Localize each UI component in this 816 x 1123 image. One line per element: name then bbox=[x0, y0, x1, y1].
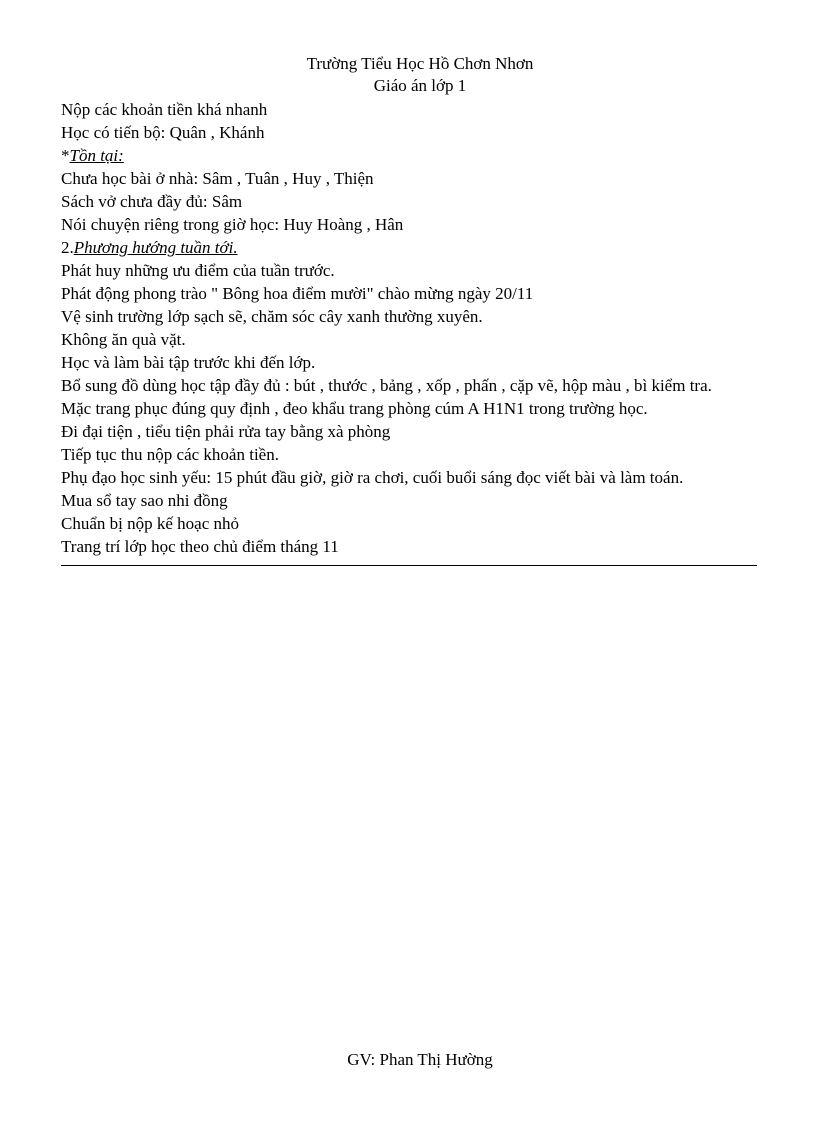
text-line: Chuẩn bị nộp kế hoạc nhỏ bbox=[61, 514, 239, 533]
text-line: Đi đại tiện , tiểu tiện phải rửa tay bằng xà phòng bbox=[61, 422, 391, 441]
text-line: Bổ sung đồ dùng học tập đầy đủ : bút , thước , bảng , xốp , phấn , cặp vẽ, hộp màu , bì kiểm tra. bbox=[61, 376, 712, 395]
section-heading-phuong-huong bbox=[61, 236, 801, 259]
text-line: Học và làm bài tập trước khi đến lớp. bbox=[61, 353, 316, 372]
heading-prefix: * bbox=[61, 146, 70, 165]
horizontal-divider bbox=[61, 565, 757, 566]
text-line: Phát huy những ưu điểm của tuần trước. bbox=[61, 261, 335, 280]
text-line: Phát động phong trào " Bông hoa điểm mười" chào mừng ngày 20/11 bbox=[61, 284, 534, 303]
text-line: Chưa học bài ở nhà: Sâm , Tuân , Huy , Thiện bbox=[61, 169, 374, 188]
text-line: Tiếp tục thu nộp các khoản tiền. bbox=[61, 445, 279, 464]
text-line: Mặc trang phục đúng quy định , đeo khẩu trang phòng cúm A H1N1 trong trường học. bbox=[61, 399, 648, 418]
text-line: Vệ sinh trường lớp sạch sẽ, chăm sóc cây xanh thường xuyên. bbox=[61, 307, 483, 326]
heading-prefix: 2. bbox=[61, 238, 74, 257]
lesson-plan-title: Giáo án lớp 1 bbox=[373, 76, 467, 95]
section-heading-ton-tai bbox=[61, 144, 801, 167]
text-line: Sách vở chưa đầy đủ: Sâm bbox=[61, 192, 243, 211]
heading-text: Phương hướng tuần tới. bbox=[73, 238, 238, 257]
text-line: Phụ đạo học sinh yếu: 15 phút đầu giờ, giờ ra chơi, cuối buổi sáng đọc viết bài và làm toán. bbox=[61, 468, 684, 487]
text-line: Mua sổ tay sao nhi đồng bbox=[61, 491, 228, 510]
teacher-signature: GV: Phan Thị Hường bbox=[347, 1050, 493, 1069]
text-line: Trang trí lớp học theo chủ điểm tháng 11 bbox=[61, 537, 339, 556]
text-line: Không ăn quà vặt. bbox=[61, 330, 186, 349]
heading-text: Tồn tại: bbox=[69, 146, 124, 165]
text-line: Học có tiến bộ: Quân , Khánh bbox=[61, 123, 265, 142]
document-header bbox=[0, 53, 816, 97]
school-name: Trường Tiểu Học Hồ Chơn Nhơn bbox=[306, 54, 534, 73]
document-body bbox=[61, 98, 801, 558]
text-line: Nói chuyện riêng trong giờ học: Huy Hoàng , Hân bbox=[61, 215, 404, 234]
text-line: Nộp các khoản tiền khá nhanh bbox=[61, 100, 268, 119]
